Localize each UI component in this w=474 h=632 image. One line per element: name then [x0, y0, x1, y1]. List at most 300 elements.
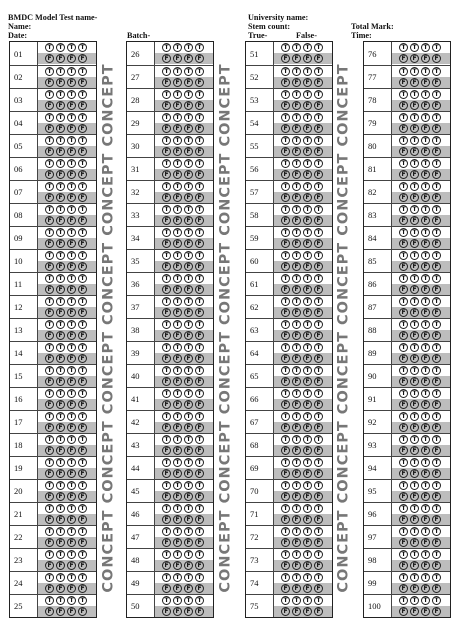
- true-bubble[interactable]: T: [162, 435, 171, 444]
- false-bubble[interactable]: F: [292, 607, 301, 616]
- false-bubble[interactable]: F: [432, 584, 441, 593]
- false-bubble[interactable]: F: [399, 147, 408, 156]
- false-bubble[interactable]: F: [184, 469, 193, 478]
- false-bubble[interactable]: F: [281, 262, 290, 271]
- false-bubble[interactable]: F: [78, 216, 87, 225]
- true-bubble[interactable]: T: [432, 67, 441, 76]
- true-bubble[interactable]: T: [281, 182, 290, 191]
- false-bubble[interactable]: F: [45, 469, 54, 478]
- false-bubble[interactable]: F: [56, 607, 65, 616]
- false-bubble[interactable]: F: [162, 607, 171, 616]
- true-bubble[interactable]: T: [45, 182, 54, 191]
- true-bubble[interactable]: T: [281, 320, 290, 329]
- false-bubble[interactable]: F: [292, 446, 301, 455]
- false-bubble[interactable]: F: [67, 469, 76, 478]
- true-bubble[interactable]: T: [421, 320, 430, 329]
- false-bubble[interactable]: F: [292, 377, 301, 386]
- true-bubble[interactable]: T: [45, 343, 54, 352]
- true-bubble[interactable]: T: [410, 297, 419, 306]
- true-bubble[interactable]: T: [399, 274, 408, 283]
- true-bubble[interactable]: T: [45, 43, 54, 52]
- true-bubble[interactable]: T: [421, 389, 430, 398]
- true-bubble[interactable]: T: [45, 228, 54, 237]
- false-bubble[interactable]: F: [399, 423, 408, 432]
- false-bubble[interactable]: F: [195, 124, 204, 133]
- true-bubble[interactable]: T: [432, 90, 441, 99]
- true-bubble[interactable]: T: [162, 274, 171, 283]
- true-bubble[interactable]: T: [173, 205, 182, 214]
- true-bubble[interactable]: T: [432, 343, 441, 352]
- true-bubble[interactable]: T: [292, 458, 301, 467]
- false-bubble[interactable]: F: [303, 354, 312, 363]
- false-bubble[interactable]: F: [173, 239, 182, 248]
- true-bubble[interactable]: T: [432, 550, 441, 559]
- false-bubble[interactable]: F: [45, 400, 54, 409]
- true-bubble[interactable]: T: [421, 159, 430, 168]
- true-bubble[interactable]: T: [162, 366, 171, 375]
- true-bubble[interactable]: T: [432, 228, 441, 237]
- true-bubble[interactable]: T: [303, 43, 312, 52]
- false-bubble[interactable]: F: [432, 492, 441, 501]
- true-bubble[interactable]: T: [399, 481, 408, 490]
- true-bubble[interactable]: T: [432, 205, 441, 214]
- true-bubble[interactable]: T: [195, 573, 204, 582]
- false-bubble[interactable]: F: [399, 262, 408, 271]
- true-bubble[interactable]: T: [410, 67, 419, 76]
- true-bubble[interactable]: T: [421, 435, 430, 444]
- true-bubble[interactable]: T: [292, 274, 301, 283]
- true-bubble[interactable]: T: [399, 90, 408, 99]
- false-bubble[interactable]: F: [45, 101, 54, 110]
- false-bubble[interactable]: F: [399, 492, 408, 501]
- false-bubble[interactable]: F: [195, 469, 204, 478]
- true-bubble[interactable]: T: [78, 412, 87, 421]
- true-bubble[interactable]: T: [292, 481, 301, 490]
- false-bubble[interactable]: F: [45, 193, 54, 202]
- false-bubble[interactable]: F: [292, 423, 301, 432]
- true-bubble[interactable]: T: [162, 527, 171, 536]
- true-bubble[interactable]: T: [281, 205, 290, 214]
- false-bubble[interactable]: F: [281, 607, 290, 616]
- true-bubble[interactable]: T: [184, 228, 193, 237]
- true-bubble[interactable]: T: [56, 527, 65, 536]
- false-bubble[interactable]: F: [67, 377, 76, 386]
- false-bubble[interactable]: F: [162, 101, 171, 110]
- false-bubble[interactable]: F: [78, 492, 87, 501]
- false-bubble[interactable]: F: [292, 193, 301, 202]
- false-bubble[interactable]: F: [281, 147, 290, 156]
- true-bubble[interactable]: T: [399, 550, 408, 559]
- false-bubble[interactable]: F: [184, 124, 193, 133]
- false-bubble[interactable]: F: [56, 492, 65, 501]
- true-bubble[interactable]: T: [162, 297, 171, 306]
- true-bubble[interactable]: T: [56, 458, 65, 467]
- false-bubble[interactable]: F: [303, 584, 312, 593]
- false-bubble[interactable]: F: [410, 354, 419, 363]
- true-bubble[interactable]: T: [303, 136, 312, 145]
- true-bubble[interactable]: T: [399, 113, 408, 122]
- false-bubble[interactable]: F: [195, 239, 204, 248]
- true-bubble[interactable]: T: [67, 205, 76, 214]
- true-bubble[interactable]: T: [195, 182, 204, 191]
- true-bubble[interactable]: T: [45, 297, 54, 306]
- true-bubble[interactable]: T: [195, 90, 204, 99]
- true-bubble[interactable]: T: [173, 343, 182, 352]
- false-bubble[interactable]: F: [67, 584, 76, 593]
- true-bubble[interactable]: T: [314, 320, 323, 329]
- true-bubble[interactable]: T: [292, 504, 301, 513]
- false-bubble[interactable]: F: [162, 561, 171, 570]
- true-bubble[interactable]: T: [281, 596, 290, 605]
- false-bubble[interactable]: F: [67, 561, 76, 570]
- false-bubble[interactable]: F: [399, 54, 408, 63]
- false-bubble[interactable]: F: [410, 308, 419, 317]
- false-bubble[interactable]: F: [162, 377, 171, 386]
- false-bubble[interactable]: F: [184, 170, 193, 179]
- true-bubble[interactable]: T: [303, 205, 312, 214]
- true-bubble[interactable]: T: [399, 412, 408, 421]
- false-bubble[interactable]: F: [432, 561, 441, 570]
- false-bubble[interactable]: F: [292, 469, 301, 478]
- true-bubble[interactable]: T: [173, 366, 182, 375]
- false-bubble[interactable]: F: [314, 54, 323, 63]
- true-bubble[interactable]: T: [410, 182, 419, 191]
- true-bubble[interactable]: T: [78, 274, 87, 283]
- true-bubble[interactable]: T: [281, 251, 290, 260]
- true-bubble[interactable]: T: [45, 596, 54, 605]
- false-bubble[interactable]: F: [303, 308, 312, 317]
- false-bubble[interactable]: F: [314, 262, 323, 271]
- true-bubble[interactable]: T: [162, 228, 171, 237]
- false-bubble[interactable]: F: [45, 331, 54, 340]
- false-bubble[interactable]: F: [173, 170, 182, 179]
- false-bubble[interactable]: F: [281, 400, 290, 409]
- false-bubble[interactable]: F: [56, 354, 65, 363]
- true-bubble[interactable]: T: [195, 435, 204, 444]
- false-bubble[interactable]: F: [303, 469, 312, 478]
- true-bubble[interactable]: T: [303, 251, 312, 260]
- true-bubble[interactable]: T: [314, 504, 323, 513]
- false-bubble[interactable]: F: [399, 239, 408, 248]
- false-bubble[interactable]: F: [67, 78, 76, 87]
- false-bubble[interactable]: F: [303, 538, 312, 547]
- false-bubble[interactable]: F: [421, 262, 430, 271]
- true-bubble[interactable]: T: [303, 527, 312, 536]
- false-bubble[interactable]: F: [45, 285, 54, 294]
- false-bubble[interactable]: F: [421, 285, 430, 294]
- false-bubble[interactable]: F: [184, 400, 193, 409]
- false-bubble[interactable]: F: [45, 170, 54, 179]
- true-bubble[interactable]: T: [67, 251, 76, 260]
- false-bubble[interactable]: F: [173, 492, 182, 501]
- true-bubble[interactable]: T: [281, 412, 290, 421]
- true-bubble[interactable]: T: [195, 481, 204, 490]
- false-bubble[interactable]: F: [399, 124, 408, 133]
- true-bubble[interactable]: T: [421, 297, 430, 306]
- false-bubble[interactable]: F: [184, 54, 193, 63]
- false-bubble[interactable]: F: [56, 285, 65, 294]
- true-bubble[interactable]: T: [173, 182, 182, 191]
- false-bubble[interactable]: F: [303, 423, 312, 432]
- true-bubble[interactable]: T: [399, 504, 408, 513]
- true-bubble[interactable]: T: [67, 159, 76, 168]
- false-bubble[interactable]: F: [314, 607, 323, 616]
- false-bubble[interactable]: F: [432, 78, 441, 87]
- true-bubble[interactable]: T: [45, 573, 54, 582]
- true-bubble[interactable]: T: [314, 596, 323, 605]
- false-bubble[interactable]: F: [303, 262, 312, 271]
- true-bubble[interactable]: T: [410, 389, 419, 398]
- false-bubble[interactable]: F: [410, 101, 419, 110]
- true-bubble[interactable]: T: [173, 113, 182, 122]
- false-bubble[interactable]: F: [399, 216, 408, 225]
- true-bubble[interactable]: T: [281, 527, 290, 536]
- false-bubble[interactable]: F: [45, 538, 54, 547]
- true-bubble[interactable]: T: [410, 458, 419, 467]
- false-bubble[interactable]: F: [195, 78, 204, 87]
- true-bubble[interactable]: T: [195, 67, 204, 76]
- false-bubble[interactable]: F: [195, 607, 204, 616]
- false-bubble[interactable]: F: [303, 170, 312, 179]
- false-bubble[interactable]: F: [314, 561, 323, 570]
- false-bubble[interactable]: F: [67, 101, 76, 110]
- false-bubble[interactable]: F: [195, 331, 204, 340]
- true-bubble[interactable]: T: [173, 67, 182, 76]
- true-bubble[interactable]: T: [173, 90, 182, 99]
- false-bubble[interactable]: F: [421, 584, 430, 593]
- true-bubble[interactable]: T: [410, 435, 419, 444]
- false-bubble[interactable]: F: [303, 147, 312, 156]
- true-bubble[interactable]: T: [162, 481, 171, 490]
- true-bubble[interactable]: T: [173, 550, 182, 559]
- true-bubble[interactable]: T: [410, 228, 419, 237]
- true-bubble[interactable]: T: [45, 251, 54, 260]
- true-bubble[interactable]: T: [195, 320, 204, 329]
- true-bubble[interactable]: T: [56, 228, 65, 237]
- false-bubble[interactable]: F: [195, 584, 204, 593]
- false-bubble[interactable]: F: [45, 377, 54, 386]
- false-bubble[interactable]: F: [173, 538, 182, 547]
- false-bubble[interactable]: F: [162, 354, 171, 363]
- true-bubble[interactable]: T: [173, 527, 182, 536]
- false-bubble[interactable]: F: [303, 285, 312, 294]
- false-bubble[interactable]: F: [421, 538, 430, 547]
- true-bubble[interactable]: T: [195, 136, 204, 145]
- true-bubble[interactable]: T: [399, 366, 408, 375]
- true-bubble[interactable]: T: [432, 43, 441, 52]
- false-bubble[interactable]: F: [410, 216, 419, 225]
- true-bubble[interactable]: T: [45, 389, 54, 398]
- true-bubble[interactable]: T: [292, 205, 301, 214]
- true-bubble[interactable]: T: [162, 67, 171, 76]
- false-bubble[interactable]: F: [432, 101, 441, 110]
- true-bubble[interactable]: T: [78, 205, 87, 214]
- false-bubble[interactable]: F: [314, 170, 323, 179]
- true-bubble[interactable]: T: [421, 90, 430, 99]
- false-bubble[interactable]: F: [292, 354, 301, 363]
- true-bubble[interactable]: T: [432, 113, 441, 122]
- true-bubble[interactable]: T: [162, 320, 171, 329]
- false-bubble[interactable]: F: [432, 538, 441, 547]
- false-bubble[interactable]: F: [314, 446, 323, 455]
- true-bubble[interactable]: T: [314, 159, 323, 168]
- false-bubble[interactable]: F: [292, 216, 301, 225]
- true-bubble[interactable]: T: [399, 435, 408, 444]
- true-bubble[interactable]: T: [67, 113, 76, 122]
- false-bubble[interactable]: F: [421, 308, 430, 317]
- true-bubble[interactable]: T: [173, 573, 182, 582]
- true-bubble[interactable]: T: [67, 389, 76, 398]
- true-bubble[interactable]: T: [184, 113, 193, 122]
- false-bubble[interactable]: F: [432, 423, 441, 432]
- true-bubble[interactable]: T: [281, 90, 290, 99]
- false-bubble[interactable]: F: [281, 561, 290, 570]
- false-bubble[interactable]: F: [410, 469, 419, 478]
- true-bubble[interactable]: T: [281, 389, 290, 398]
- true-bubble[interactable]: T: [292, 43, 301, 52]
- false-bubble[interactable]: F: [45, 78, 54, 87]
- true-bubble[interactable]: T: [173, 596, 182, 605]
- false-bubble[interactable]: F: [195, 170, 204, 179]
- false-bubble[interactable]: F: [184, 538, 193, 547]
- true-bubble[interactable]: T: [281, 550, 290, 559]
- false-bubble[interactable]: F: [173, 469, 182, 478]
- true-bubble[interactable]: T: [195, 550, 204, 559]
- true-bubble[interactable]: T: [410, 251, 419, 260]
- false-bubble[interactable]: F: [184, 78, 193, 87]
- true-bubble[interactable]: T: [421, 573, 430, 582]
- true-bubble[interactable]: T: [67, 320, 76, 329]
- false-bubble[interactable]: F: [281, 584, 290, 593]
- true-bubble[interactable]: T: [184, 435, 193, 444]
- false-bubble[interactable]: F: [45, 262, 54, 271]
- true-bubble[interactable]: T: [67, 297, 76, 306]
- true-bubble[interactable]: T: [45, 113, 54, 122]
- true-bubble[interactable]: T: [292, 182, 301, 191]
- false-bubble[interactable]: F: [421, 515, 430, 524]
- false-bubble[interactable]: F: [421, 170, 430, 179]
- true-bubble[interactable]: T: [410, 527, 419, 536]
- false-bubble[interactable]: F: [56, 147, 65, 156]
- false-bubble[interactable]: F: [303, 54, 312, 63]
- false-bubble[interactable]: F: [421, 446, 430, 455]
- false-bubble[interactable]: F: [173, 354, 182, 363]
- false-bubble[interactable]: F: [45, 446, 54, 455]
- true-bubble[interactable]: T: [173, 159, 182, 168]
- true-bubble[interactable]: T: [56, 43, 65, 52]
- false-bubble[interactable]: F: [56, 331, 65, 340]
- false-bubble[interactable]: F: [45, 147, 54, 156]
- true-bubble[interactable]: T: [292, 90, 301, 99]
- false-bubble[interactable]: F: [399, 469, 408, 478]
- false-bubble[interactable]: F: [292, 170, 301, 179]
- false-bubble[interactable]: F: [184, 331, 193, 340]
- false-bubble[interactable]: F: [292, 239, 301, 248]
- false-bubble[interactable]: F: [78, 285, 87, 294]
- true-bubble[interactable]: T: [67, 136, 76, 145]
- true-bubble[interactable]: T: [303, 113, 312, 122]
- false-bubble[interactable]: F: [314, 308, 323, 317]
- false-bubble[interactable]: F: [67, 515, 76, 524]
- false-bubble[interactable]: F: [410, 124, 419, 133]
- false-bubble[interactable]: F: [314, 492, 323, 501]
- true-bubble[interactable]: T: [399, 182, 408, 191]
- false-bubble[interactable]: F: [195, 538, 204, 547]
- false-bubble[interactable]: F: [410, 492, 419, 501]
- true-bubble[interactable]: T: [292, 297, 301, 306]
- false-bubble[interactable]: F: [195, 54, 204, 63]
- false-bubble[interactable]: F: [314, 469, 323, 478]
- true-bubble[interactable]: T: [292, 251, 301, 260]
- false-bubble[interactable]: F: [432, 262, 441, 271]
- true-bubble[interactable]: T: [195, 412, 204, 421]
- false-bubble[interactable]: F: [184, 515, 193, 524]
- true-bubble[interactable]: T: [162, 412, 171, 421]
- true-bubble[interactable]: T: [195, 43, 204, 52]
- false-bubble[interactable]: F: [292, 492, 301, 501]
- false-bubble[interactable]: F: [78, 469, 87, 478]
- false-bubble[interactable]: F: [432, 285, 441, 294]
- true-bubble[interactable]: T: [67, 412, 76, 421]
- true-bubble[interactable]: T: [314, 550, 323, 559]
- true-bubble[interactable]: T: [410, 320, 419, 329]
- false-bubble[interactable]: F: [67, 193, 76, 202]
- true-bubble[interactable]: T: [162, 205, 171, 214]
- true-bubble[interactable]: T: [195, 274, 204, 283]
- true-bubble[interactable]: T: [184, 159, 193, 168]
- false-bubble[interactable]: F: [56, 216, 65, 225]
- true-bubble[interactable]: T: [292, 343, 301, 352]
- false-bubble[interactable]: F: [78, 354, 87, 363]
- true-bubble[interactable]: T: [45, 90, 54, 99]
- false-bubble[interactable]: F: [399, 78, 408, 87]
- true-bubble[interactable]: T: [314, 435, 323, 444]
- true-bubble[interactable]: T: [410, 274, 419, 283]
- true-bubble[interactable]: T: [173, 458, 182, 467]
- false-bubble[interactable]: F: [432, 147, 441, 156]
- true-bubble[interactable]: T: [303, 228, 312, 237]
- true-bubble[interactable]: T: [314, 297, 323, 306]
- false-bubble[interactable]: F: [173, 331, 182, 340]
- false-bubble[interactable]: F: [184, 193, 193, 202]
- true-bubble[interactable]: T: [67, 573, 76, 582]
- false-bubble[interactable]: F: [281, 446, 290, 455]
- false-bubble[interactable]: F: [303, 377, 312, 386]
- false-bubble[interactable]: F: [45, 423, 54, 432]
- false-bubble[interactable]: F: [162, 147, 171, 156]
- true-bubble[interactable]: T: [56, 366, 65, 375]
- false-bubble[interactable]: F: [410, 377, 419, 386]
- false-bubble[interactable]: F: [195, 216, 204, 225]
- true-bubble[interactable]: T: [292, 389, 301, 398]
- true-bubble[interactable]: T: [410, 481, 419, 490]
- true-bubble[interactable]: T: [432, 527, 441, 536]
- false-bubble[interactable]: F: [281, 492, 290, 501]
- false-bubble[interactable]: F: [303, 331, 312, 340]
- false-bubble[interactable]: F: [410, 331, 419, 340]
- false-bubble[interactable]: F: [67, 331, 76, 340]
- false-bubble[interactable]: F: [173, 54, 182, 63]
- true-bubble[interactable]: T: [292, 159, 301, 168]
- false-bubble[interactable]: F: [303, 216, 312, 225]
- true-bubble[interactable]: T: [162, 573, 171, 582]
- false-bubble[interactable]: F: [195, 377, 204, 386]
- false-bubble[interactable]: F: [410, 170, 419, 179]
- true-bubble[interactable]: T: [421, 67, 430, 76]
- true-bubble[interactable]: T: [292, 113, 301, 122]
- false-bubble[interactable]: F: [292, 78, 301, 87]
- false-bubble[interactable]: F: [78, 400, 87, 409]
